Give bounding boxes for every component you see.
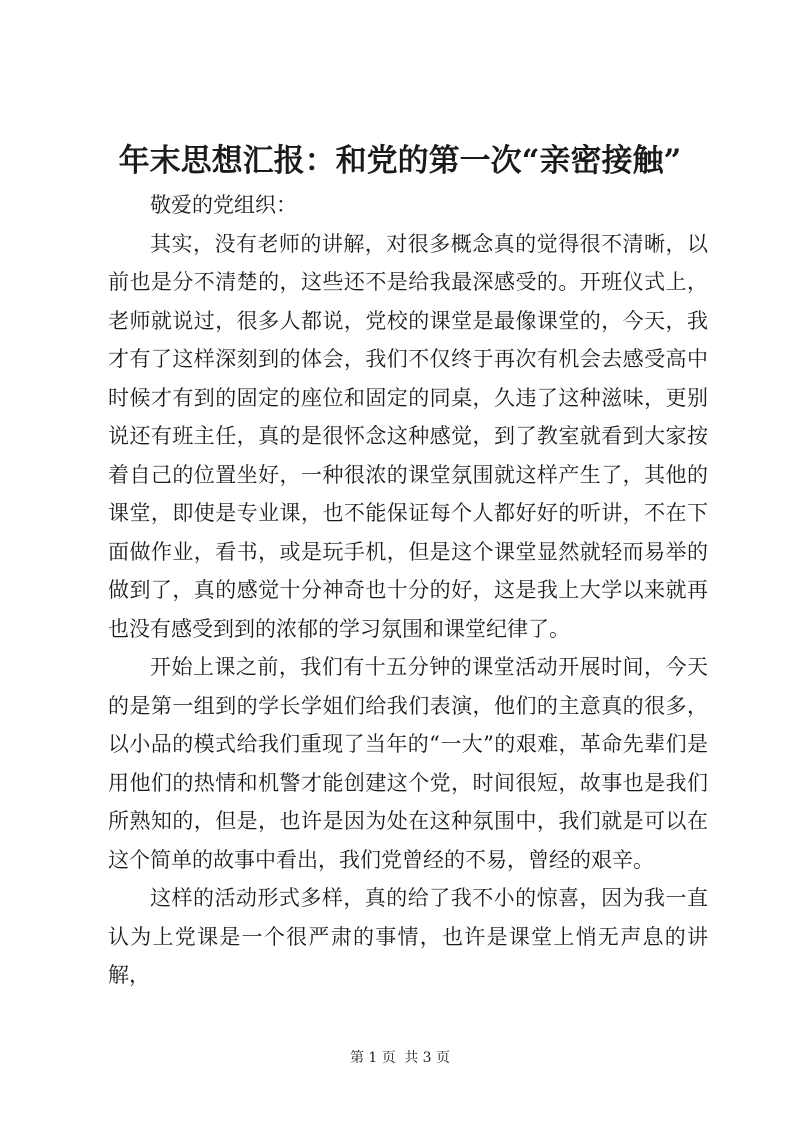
paragraph-1: 其实，没有老师的讲解，对很多概念真的觉得很不清晰，以前也是分不清楚的，这些还不是给我最深感受的。开班仪式上，老师就说过，很多人都说，党校的课堂是最像课堂的，今天，我才有了这样深刻到的体会，我们不仅终于再次有机会去感受高中时候才有到的固定的座位和固定的同桌，久违了这种滋味，更别说还有班主任，真的是很怀念这种感觉，到了教室就看到大家按着自己的位置坐好，一种很浓的课堂氛围就这样产生了，其他的课堂，即使是专业课，也不能保证每个人都好好的听讲，不在下面做作业，看书，或是玩手机，但是这个课堂显然就轻而易举的做到了，真的感觉十分神奇也十分的好，这是我上大学以来就再也没有感受到到的浓郁的学习氛围和课堂纪律了。 xyxy=(108,231,708,641)
page-footer xyxy=(0,1048,800,1068)
document-body xyxy=(108,186,708,995)
paragraph-3: 这样的活动形式多样，真的给了我不小的惊喜，因为我一直认为上党课是一个很严肃的事情，也许是课堂上悄无声息的讲解， xyxy=(108,886,708,987)
page-total: 共 3 页 xyxy=(404,1050,451,1066)
paragraph-2: 开始上课之前，我们有十五分钟的课堂活动开展时间，今天的是第一组到的学长学姐们给我们表演，他们的主意真的很多，以小品的模式给我们重现了当年的“一大”的艰难，革命先辈们是用他们的热情和机警才能创建这个党，时间很短，故事也是我们所熟知的，但是，也许是因为处在这种氛围中，我们就是可以在这个简单的故事中看出，我们党曾经的不易，曾经的艰辛。 xyxy=(108,655,708,872)
document-title: 年末思想汇报：和党的第一次“亲密接触” xyxy=(118,143,682,179)
salutation: 敬爱的党组织： xyxy=(150,193,297,217)
page-number: 第 1 页 xyxy=(349,1050,396,1066)
